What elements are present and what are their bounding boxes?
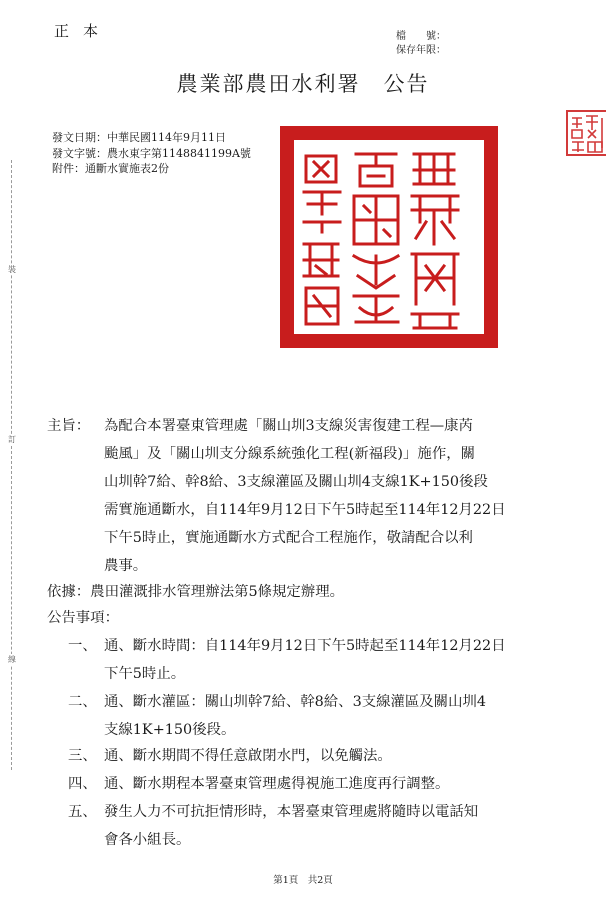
page-title: 農業部農田水利署 公告 xyxy=(176,72,430,96)
subject-line: 下午5時止，實施通斷水方式配合工程施作，敬請配合以利 xyxy=(104,530,473,546)
document-meta xyxy=(52,130,251,177)
notice-item-line: 通、斷水時間：自114年9月12日下午5時起至114年12月22日 xyxy=(104,638,506,654)
binding-mark-zhuang: 裝 xyxy=(5,264,19,275)
subject-line: 山圳幹7給、幹8給、3支線灌區及關山圳4支線1K+150後段 xyxy=(104,474,488,490)
notice-item-line: 通、斷水灌區：關山圳幹7給、幹8給、3支線灌區及關山圳4 xyxy=(104,694,486,710)
binding-line xyxy=(5,160,19,770)
issue-date: 發文日期：中華民國114年9月11日 xyxy=(52,131,226,144)
notice-item-number: 三、 xyxy=(68,748,97,764)
notice-item-line: 通、斷水期間不得任意啟閉水門，以免觸法。 xyxy=(104,748,392,764)
notice-item-number: 一、 xyxy=(68,638,97,654)
copy-mark: 正本 xyxy=(54,22,113,40)
retention-label: 保存年限： xyxy=(396,45,446,56)
notice-item-line: 會各小組長。 xyxy=(104,832,191,848)
notice-item-line: 通、斷水期程本署臺東管理處得視施工進度再行調整。 xyxy=(104,776,450,792)
basis-line: 依據：農田灌溉排水管理辦法第5條規定辦理。 xyxy=(47,584,344,600)
notice-item-number: 二、 xyxy=(68,694,97,710)
subject-line: 需實施通斷水，自114年9月12日下午5時起至114年12月22日 xyxy=(104,502,506,518)
page-footer: 第1頁 共2頁 xyxy=(273,875,333,886)
notice-item-number: 五、 xyxy=(68,804,97,820)
archive-no-label: 檔 號： xyxy=(396,31,446,42)
reference-number: 發文字號：農水東字第1148841199A號 xyxy=(52,146,251,160)
notice-item-line: 發生人力不可抗拒情形時，本署臺東管理處將隨時以電話知 xyxy=(104,804,479,820)
binding-mark-xian: 線 xyxy=(5,654,19,665)
archive-info xyxy=(396,30,446,58)
attachment-note: 附件：通斷水實施表2份 xyxy=(52,162,169,175)
official-seal-icon xyxy=(280,126,498,348)
subject-line: 農事。 xyxy=(104,558,148,574)
small-seal-icon xyxy=(566,110,606,156)
notice-item-line: 支線1K+150後段。 xyxy=(104,722,236,738)
notice-label: 公告事項： xyxy=(47,610,119,626)
binding-dash xyxy=(11,160,12,770)
subject-line: 颱風」及「關山圳支分線系統強化工程(新福段)」施作，關 xyxy=(104,446,475,462)
binding-mark-ding: 訂 xyxy=(5,434,19,445)
notice-item-line: 下午5時止。 xyxy=(104,666,186,682)
notice-item-number: 四、 xyxy=(68,776,97,792)
subject-label: 主旨： xyxy=(47,418,91,434)
subject-line: 為配合本署臺東管理處「關山圳3支線災害復建工程—康芮 xyxy=(104,418,473,434)
